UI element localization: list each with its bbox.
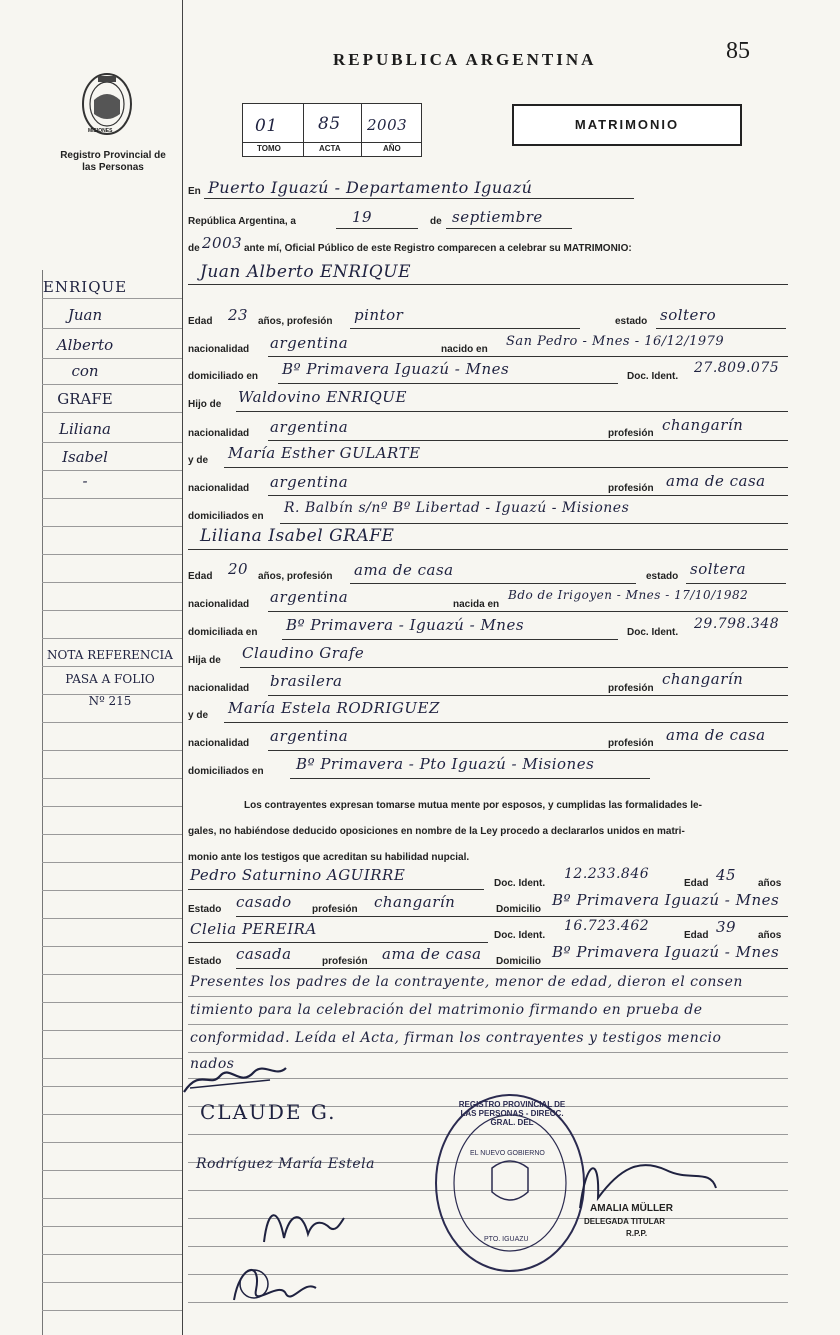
- witness2-domicile: Bº Primavera Iguazú - Mnes: [552, 943, 780, 961]
- signature-groom-icon: [180, 1058, 290, 1098]
- declaration-line-2: gales, no habiéndose deducido oposiciones en nombre de la Ley procedo a declararlos unidos en matri-: [188, 826, 685, 837]
- margin-con: con: [71, 362, 99, 380]
- bride-nac-label: nacionalidad: [188, 599, 250, 610]
- margin-name-4: Isabel: [62, 448, 108, 466]
- bride-nationality: argentina: [270, 588, 349, 606]
- groom-nac-label: nacionalidad: [188, 344, 250, 355]
- groom-yde-label: y de: [188, 455, 209, 466]
- bride-domicile: Bº Primavera - Iguazú - Mnes: [286, 616, 525, 634]
- witness2-edad-label: Edad: [684, 930, 709, 941]
- official-name: AMALIA MÜLLER: [590, 1203, 673, 1214]
- witness1-profession: changarín: [374, 893, 456, 911]
- acta-box: [242, 103, 422, 157]
- bride-father-nac-label: nacionalidad: [188, 683, 250, 694]
- witness2-dom-label: Domicilio: [496, 956, 542, 967]
- official-title: DELEGADA TITULAR: [584, 1217, 666, 1226]
- bride-father-profession: changarín: [662, 670, 744, 688]
- groom-dom-label: domiciliado en: [188, 371, 259, 382]
- groom-prof-label: años, profesión: [258, 316, 333, 327]
- witness1-estado: casado: [236, 893, 292, 911]
- witness1-prof-label: profesión: [312, 904, 358, 915]
- bride-father-nationality: brasilera: [270, 672, 343, 690]
- witness2-age: 39: [716, 918, 737, 936]
- groom-mother-nationality: argentina: [270, 473, 349, 491]
- groom-estado: soltero: [660, 306, 717, 324]
- bride-prof-label: años, profesión: [258, 571, 333, 582]
- intro-text: ante mí, Oficial Público de este Registro comparecen a celebrar su MATRIMONIO:: [244, 243, 632, 254]
- groom-parents-dom-label: domiciliados en: [188, 511, 264, 522]
- de-label: de: [430, 216, 442, 227]
- witness1-doc-label: Doc. Ident.: [494, 878, 546, 889]
- margin-name-3: Liliana: [59, 420, 111, 438]
- groom-doc: 27.809.075: [694, 360, 780, 376]
- witness1-dom-label: Domicilio: [496, 904, 542, 915]
- witness1-edad-label: Edad: [684, 878, 709, 889]
- bride-doc: 29.798.348: [694, 616, 780, 632]
- groom-father-nac-label: nacionalidad: [188, 428, 250, 439]
- groom-edad-label: Edad: [188, 316, 213, 327]
- witness2-estado-label: Estado: [188, 956, 222, 967]
- notes-line-1: Presentes los padres de la contrayente, menor de edad, dieron el consen: [190, 974, 743, 990]
- notes-line-4: nados: [190, 1056, 235, 1072]
- groom-mother-nac-label: nacionalidad: [188, 483, 250, 494]
- signature-father: CLAUDE G.: [200, 1100, 337, 1124]
- month-value: septiembre: [452, 208, 543, 226]
- groom-mother-profession: ama de casa: [666, 472, 766, 490]
- notes-line-3: conformidad. Leída el Acta, firman los contrayentes y testigos mencio: [190, 1030, 722, 1046]
- note-line-3: Nº 215: [88, 694, 132, 708]
- witness2-doc: 16.723.462: [564, 918, 650, 934]
- groom-doc-label: Doc. Ident.: [627, 371, 679, 382]
- bride-parents-dom-label: domiciliados en: [188, 766, 264, 777]
- acta-value: 85: [318, 114, 341, 134]
- witness2-doc-label: Doc. Ident.: [494, 930, 546, 941]
- bride-yde-label: y de: [188, 710, 209, 721]
- tomo-value: 01: [255, 116, 278, 136]
- groom-age: 23: [228, 306, 249, 324]
- acta-label: ACTA: [319, 144, 341, 153]
- bride-edad-label: Edad: [188, 571, 213, 582]
- day-value: 19: [352, 208, 373, 226]
- ano-label: AÑO: [383, 144, 401, 153]
- stamp-inner-text: EL NUEVO GOBIERNO: [470, 1150, 545, 1157]
- signature-mother: Rodríguez María Estela: [196, 1156, 375, 1172]
- matrimonio-box: [512, 104, 742, 146]
- bride-nacida-label: nacida en: [453, 599, 500, 610]
- stamp-bottom-text: PTO. IGUAZU: [484, 1236, 529, 1243]
- bride-hija-label: Hija de: [188, 655, 221, 666]
- bride-father: Claudino Grafe: [242, 644, 365, 662]
- bride-doc-label: Doc. Ident.: [627, 627, 679, 638]
- bride-mother-nationality: argentina: [270, 727, 349, 745]
- seal-label: MISIONES: [88, 128, 113, 134]
- bride-father-prof-label: profesión: [608, 683, 654, 694]
- groom-name: Juan Alberto ENRIQUE: [200, 262, 411, 282]
- groom-parents-domicile: R. Balbín s/nº Bº Libertad - Iguazú - Misiones: [284, 500, 630, 516]
- bride-parents-domicile: Bº Primavera - Pto Iguazú - Misiones: [296, 755, 595, 773]
- witness1-estado-label: Estado: [188, 904, 222, 915]
- signature-witness1-icon: [258, 1198, 348, 1248]
- bride-estado: soltera: [690, 560, 747, 578]
- bride-profession: ama de casa: [354, 561, 454, 579]
- witness2-name: Clelia PEREIRA: [190, 920, 317, 938]
- ano-value: 2003: [367, 116, 408, 134]
- groom-domicile: Bº Primavera Iguazú - Mnes: [282, 360, 510, 378]
- certificate-type: MATRIMONIO: [574, 117, 680, 132]
- groom-nacido-label: nacido en: [441, 344, 488, 355]
- bride-mother-nac-label: nacionalidad: [188, 738, 250, 749]
- witness1-anos-label: años: [758, 878, 782, 889]
- registry-name: Registro Provincial de las Personas: [60, 150, 166, 173]
- declaration-line-1: Los contrayentes expresan tomarse mutua mente por esposos, y cumplidas las formalidades le-: [244, 800, 702, 811]
- groom-hijo-label: Hijo de: [188, 399, 222, 410]
- groom-father: Waldovino ENRIQUE: [238, 388, 407, 406]
- bride-mother-profession: ama de casa: [666, 726, 766, 744]
- witness1-doc: 12.233.846: [564, 866, 650, 882]
- bride-estado-label: estado: [646, 571, 679, 582]
- witness1-name: Pedro Saturnino AGUIRRE: [190, 866, 406, 884]
- year-value: 2003: [202, 234, 243, 252]
- bride-birth: Bdo de Irigoyen - Mnes - 17/10/1982: [508, 588, 749, 602]
- country-title: REPUBLICA ARGENTINA: [333, 50, 597, 69]
- witness2-anos-label: años: [758, 930, 782, 941]
- margin-name-2: Alberto: [56, 336, 114, 354]
- place-value: Puerto Iguazú - Departamento Iguazú: [208, 178, 533, 197]
- bride-dom-label: domiciliada en: [188, 627, 258, 638]
- bride-age: 20: [228, 560, 249, 578]
- groom-father-nationality: argentina: [270, 418, 349, 436]
- groom-father-prof-label: profesión: [608, 428, 654, 439]
- witness2-profession: ama de casa: [382, 945, 482, 963]
- notes-line-2: timiento para la celebración del matrimonio firmando en prueba de: [190, 1002, 703, 1018]
- witness1-domicile: Bº Primavera Iguazú - Mnes: [552, 891, 780, 909]
- bride-name: Liliana Isabel GRAFE: [200, 526, 395, 546]
- note-line-2: PASA A FOLIO: [65, 672, 155, 686]
- witness2-estado: casada: [236, 945, 292, 963]
- witness2-prof-label: profesión: [322, 956, 368, 967]
- stamp-outer-text: REGISTRO PROVINCIAL DE LAS PERSONAS - DIRECC. GRAL. DEL: [458, 1100, 566, 1127]
- witness1-age: 45: [716, 866, 737, 884]
- margin-name-1: Juan: [67, 306, 103, 324]
- margin-dash: -: [82, 472, 88, 490]
- margin-divider: [182, 0, 183, 1335]
- bride-mother-prof-label: profesión: [608, 738, 654, 749]
- margin-surname-1: ENRIQUE: [42, 278, 128, 296]
- margin-surname-2: GRAFE: [57, 390, 113, 408]
- en-label: En: [188, 186, 201, 197]
- groom-profession: pintor: [354, 306, 404, 324]
- bride-mother: María Estela RODRIGUEZ: [228, 699, 440, 717]
- rep-label: República Argentina, a: [188, 216, 296, 227]
- groom-mother-prof-label: profesión: [608, 483, 654, 494]
- groom-birth: San Pedro - Mnes - 16/12/1979: [506, 334, 725, 349]
- groom-estado-label: estado: [615, 316, 648, 327]
- page-number: 85: [726, 38, 750, 64]
- note-line-1: NOTA REFERENCIA: [47, 648, 173, 662]
- de2-label: de: [188, 243, 200, 254]
- groom-mother: María Esther GULARTE: [228, 444, 421, 462]
- signature-witness2-icon: [226, 1250, 326, 1310]
- groom-nationality: argentina: [270, 334, 349, 352]
- official-rpp: R.P.P.: [626, 1229, 648, 1238]
- groom-father-profession: changarín: [662, 416, 744, 434]
- tomo-label: TOMO: [257, 144, 281, 153]
- declaration-line-3: monio ante los testigos que acreditan su habilidad nupcial.: [188, 852, 470, 863]
